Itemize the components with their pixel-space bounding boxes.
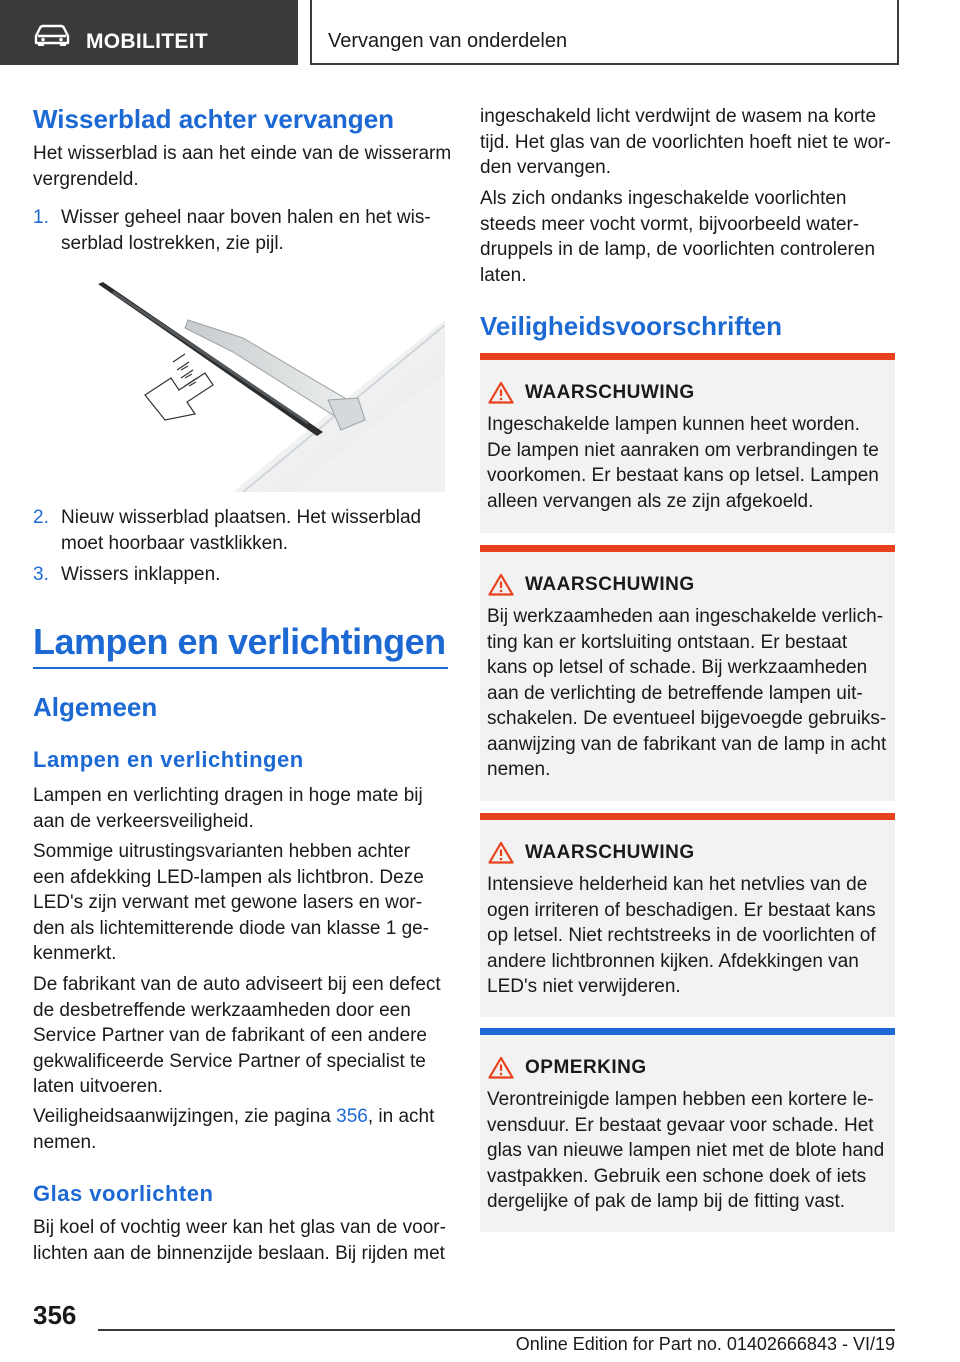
warning-title: WAARSCHUWING (525, 842, 695, 863)
warning-box (480, 813, 895, 1017)
warning-text (487, 412, 889, 514)
paragraph-2 (33, 839, 453, 967)
heading-rule (33, 667, 448, 669)
text-line: LED's niet verwijderen. (487, 976, 681, 997)
paragraph-3 (33, 972, 453, 1100)
text-line: alleen vervangen als ze zijn afgekoeld. (487, 490, 814, 512)
text-line: Intensieve helderheid kan het netvlies van de (487, 874, 868, 895)
text-line: ting kan er kortsluiting ontstaan. Er bestaat (487, 631, 848, 653)
text-line: druppels in de lamp, de voorlichten controleren (480, 239, 876, 260)
text-line: Verontreinigde lampen hebben een kortere le- (487, 1089, 874, 1110)
warning-bar (480, 813, 895, 820)
text-line: aan de verkeersveiligheid. (33, 810, 254, 832)
text-line: schakelen. De eventueel bijgevoegde gebruiks- (487, 708, 887, 729)
chapter-header (310, 0, 899, 65)
text-line: Het wisserblad is aan het einde van de wisserarm (33, 143, 452, 164)
safety-heading: Veiligheidsvoorschriften (480, 311, 782, 341)
notice-text (487, 1087, 889, 1215)
text-line: vensduur. Er bestaat gevaar voor schade. Het (487, 1114, 874, 1136)
text-line: De lampen niet aanraken om verbrandingen te (487, 439, 879, 461)
text-line: andere lichtbronnen kijken. Afdekkingen van (487, 950, 859, 972)
warning-title: WAARSCHUWING (525, 382, 695, 403)
step-3-text: Wissers inklappen. (61, 564, 221, 585)
text-line: Als zich ondanks ingeschakelde voorlichten (480, 188, 847, 209)
edition-note: Online Edition for Part no. 01402666843 - VI/19 (515, 1334, 895, 1354)
text-line: voorkomen. Er bestaat kans op letsel. Lampen (487, 465, 879, 486)
text-line: ingeschakeld licht verdwijnt de wasem na korte (480, 106, 877, 127)
text-line: tijd. Het glas van de voorlichten hoeft niet te wor- (480, 131, 891, 153)
warning-title: WAARSCHUWING (525, 574, 695, 595)
text-line (33, 1104, 453, 1130)
text-line: aan de verlichting de betreffende lampen uit- (487, 682, 863, 704)
paragraph-4 (33, 1104, 453, 1155)
warning-text (487, 872, 889, 1000)
text-line: steeds meer vocht vormt, bijvoorbeeld water- (480, 213, 860, 235)
section-tab (0, 0, 298, 65)
notice-box (480, 1028, 895, 1232)
warning-bar (480, 545, 895, 552)
text-line: nemen. (33, 1131, 97, 1153)
page-number: 356 (33, 1300, 77, 1330)
text-line: LED's zijn verwant met gewone lasers en wor- (33, 892, 423, 913)
text-span: , in acht (367, 1106, 435, 1127)
text-line: Bij koel of vochtig weer kan het glas van de voor- (33, 1217, 446, 1238)
subsection-heading: Lampen en verlichtingen (33, 747, 304, 772)
step-2-text (61, 505, 451, 556)
glass-continued (480, 104, 900, 181)
warning-box (480, 353, 895, 533)
text-line: gekwalificeerde Service Partner of specialist te (33, 1050, 426, 1072)
step-number: 1. (33, 207, 49, 228)
text-line: den vervangen. (480, 157, 611, 178)
wiper-intro (33, 141, 453, 192)
chapter-title: Vervangen van onderdelen (328, 30, 568, 52)
text-line: Sommige uitrustingsvarianten hebben achter (33, 841, 411, 862)
text-line: ogen irriteren of beschadigen. Er bestaat kans (487, 899, 876, 921)
text-line: laten. (480, 264, 527, 286)
text-line: kenmerkt. (33, 943, 117, 964)
text-line: Wisser geheel naar boven halen en het wis- (61, 207, 431, 228)
warning-text (487, 604, 889, 783)
text-line: dergelijke of pak de lamp bij de fitting vast. (487, 1191, 846, 1212)
text-line: Ingeschakelde lampen kunnen heet worden. (487, 414, 860, 435)
glass-heading: Glas voorlichten (33, 1181, 214, 1206)
text-line: glas van nieuwe lampen niet met de blote hand (487, 1140, 885, 1161)
step-1-text (61, 205, 451, 256)
page-reference-link[interactable]: 356 (336, 1106, 368, 1127)
general-heading: Algemeen (33, 692, 158, 722)
text-line: moet hoorbaar vastklikken. (61, 532, 289, 554)
text-line: serblad lostrekken, zie pijl. (61, 232, 284, 254)
text-line: lichten aan de binnenzijde beslaan. Bij rijden met (33, 1242, 445, 1264)
step-number: 3. (33, 564, 49, 585)
warning-triangle-icon (488, 381, 514, 404)
text-line: Bij werkzaamheden aan ingeschakelde verlich- (487, 606, 884, 627)
wiper-section-title: Wisserblad achter vervangen (33, 104, 395, 134)
warning-triangle-icon (488, 573, 514, 596)
wiper-illustration (93, 280, 445, 492)
paragraph-1 (33, 783, 453, 834)
notice-title: OPMERKING (525, 1057, 647, 1078)
warning-triangle-icon (488, 1056, 514, 1079)
text-line: nemen. (487, 759, 551, 780)
text-line: Service Partner van de fabrikant of een andere (33, 1025, 427, 1046)
text-line: aanwijzing van de fabrikant van de lamp in acht (487, 733, 887, 755)
glass-paragraph-2 (480, 186, 900, 288)
text-line: Lampen en verlichting dragen in hoge mate bij (33, 785, 423, 806)
warning-bar (480, 353, 895, 360)
text-span: Veiligheidsaanwijzingen, zie pagina (33, 1106, 337, 1127)
text-line: laten uitvoeren. (33, 1076, 163, 1097)
glass-paragraph (33, 1215, 458, 1266)
text-line: de desbetreffende werkzaamheden door een (33, 999, 411, 1021)
text-line: kans op letsel of schade. Bij werkzaamheden (487, 657, 868, 678)
text-line: De fabrikant van de auto adviseert bij een defect (33, 974, 441, 995)
footer-rule (98, 1329, 895, 1331)
notice-bar (480, 1028, 895, 1035)
text-line: een afdekking LED-lampen als lichtbron. Deze (33, 866, 424, 888)
text-line: op letsel. Niet rechtstreeks in de voorlichten of (487, 925, 876, 946)
text-line: den als lichtemitterende diode van klasse 1 ge- (33, 917, 430, 939)
step-number: 2. (33, 507, 49, 528)
warning-triangle-icon (488, 841, 514, 864)
chapter-heading: Lampen en verlichtingen (33, 621, 446, 662)
text-line: vastpakken. Gebruik een schone doek of iets (487, 1165, 867, 1187)
warning-box (480, 545, 895, 801)
text-line: vergrendeld. (33, 168, 139, 190)
text-line: Nieuw wisserblad plaatsen. Het wisserblad (61, 507, 422, 528)
section-label: MOBILITEIT (86, 30, 208, 53)
car-icon (34, 24, 70, 46)
